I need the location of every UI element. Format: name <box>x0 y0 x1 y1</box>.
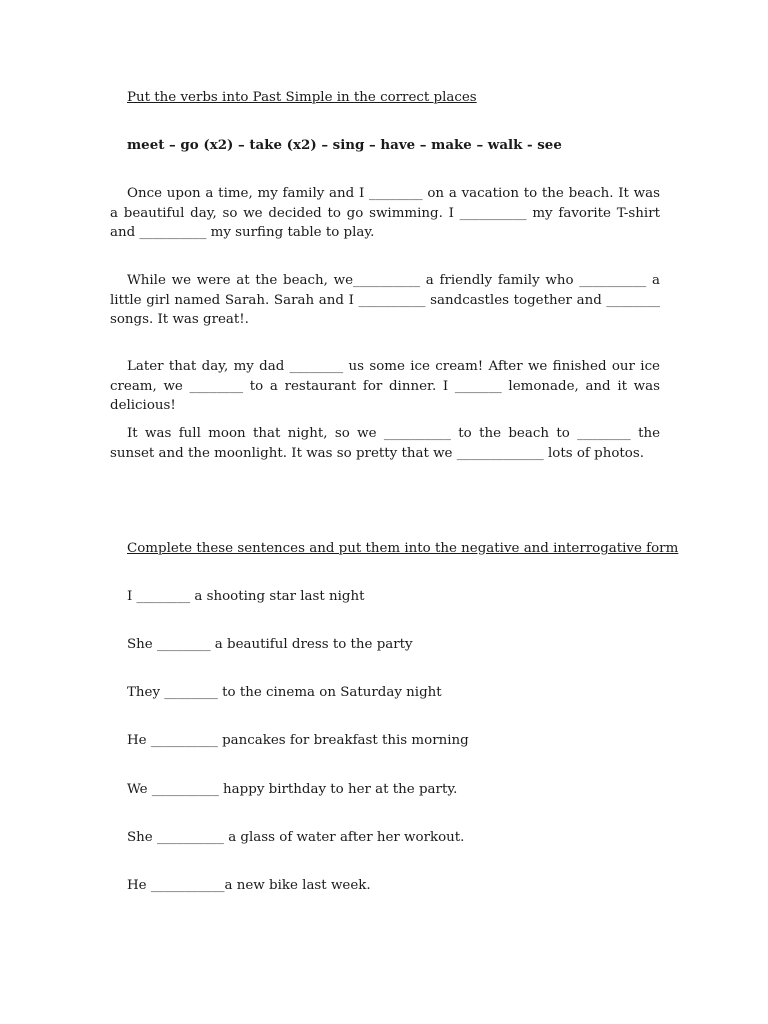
sentence-6: She __________ a glass of water after her workout. <box>127 830 465 845</box>
paragraph-2: While we were at the beach, we__________ a friendly family who __________ a little girl named Sarah. Sarah and I __________ sandcastles together and ________ songs. It was great!. <box>110 273 660 327</box>
word-bank: meet – go (x2) – take (x2) – sing – have – make – walk - see <box>127 137 562 153</box>
section1-heading: Put the verbs into Past Simple in the correct places <box>127 90 477 105</box>
paragraph-4: It was full moon that night, so we __________ to the beach to ________ the sunset and the moonlight. It was so pretty that we _____________ lots of photos. <box>110 426 660 461</box>
sentence-5: We __________ happy birthday to her at the party. <box>127 782 458 797</box>
sentence-4: He __________ pancakes for breakfast this morning <box>127 733 469 748</box>
paragraph-3: Later that day, my dad ________ us some ice cream! After we finished our ice cream, we ________ to a restaurant for dinner. I _______ lemonade, and it was delicious! <box>110 359 660 413</box>
sentence-7: He ___________a new bike last week. <box>127 878 371 893</box>
paragraph-1: Once upon a time, my family and I ________ on a vacation to the beach. It was a beautiful day, so we decided to go swimming. I __________ my favorite T-shirt and __________ my surfing table to play. <box>110 186 660 240</box>
section2-heading: Complete these sentences and put them into the negative and interrogative form <box>127 541 679 556</box>
sentence-2: She ________ a beautiful dress to the party <box>127 637 413 652</box>
sentence-3: They ________ to the cinema on Saturday night <box>127 685 442 700</box>
sentence-1: I ________ a shooting star last night <box>127 589 365 604</box>
